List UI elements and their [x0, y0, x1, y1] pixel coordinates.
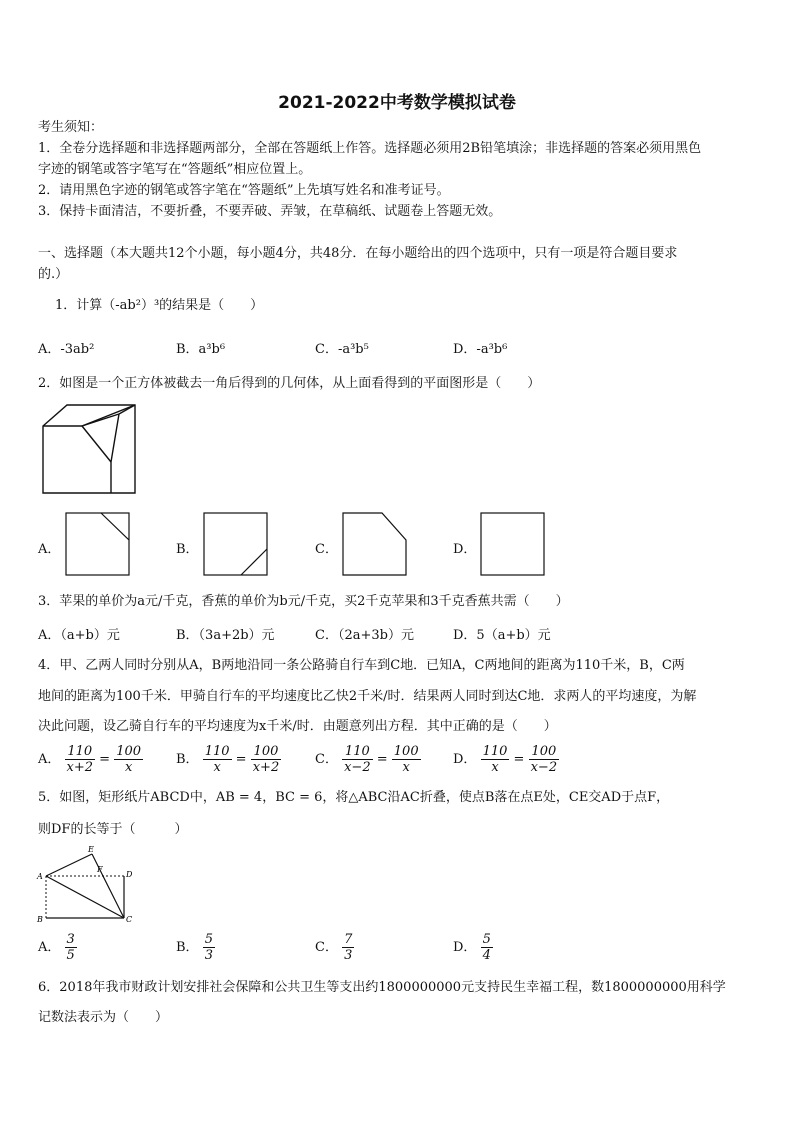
- option-label: D．: [453, 940, 477, 955]
- option-label: A．: [38, 752, 61, 767]
- fraction-right: [392, 744, 421, 775]
- fraction: [203, 932, 215, 963]
- denominator: 4: [482, 948, 491, 963]
- fraction-right: [251, 744, 282, 775]
- q3-stem: 3．苹果的单价为a元/千克，香蕉的单价为b元/千克，买2千克苹果和3千克香蕉共需（ ）: [38, 594, 569, 609]
- numerator: 100: [529, 744, 560, 760]
- notice-item: 字迹的钢笔或答字笔写在“答题纸”相应位置上。: [38, 162, 312, 177]
- numerator: 110: [482, 744, 508, 759]
- numerator: 7: [344, 932, 353, 947]
- denominator: 5: [66, 948, 75, 963]
- option-label: D．: [453, 752, 477, 767]
- q3-option-a[interactable]: A．（a+b）元: [38, 628, 120, 643]
- q2-option-a-label[interactable]: A．: [38, 542, 61, 557]
- q1-option-c[interactable]: C．-a³b⁵: [315, 342, 369, 357]
- q4-stem-line: 4．甲、乙两人同时分别从A，B两地沿同一条公路骑自行车到C地．已知A，C两地间的距离为110千米，B，C两: [38, 658, 685, 673]
- q4-option-a[interactable]: [38, 744, 143, 775]
- equals-sign: =: [376, 752, 388, 767]
- option-label: A．: [38, 940, 61, 955]
- q5-option-d[interactable]: [453, 932, 493, 963]
- fraction-left: [65, 744, 96, 775]
- denominator: x−2: [344, 760, 371, 775]
- numerator: 100: [251, 744, 282, 760]
- denominator: x: [402, 760, 410, 775]
- denominator: x−2: [530, 760, 558, 775]
- equals-sign: =: [235, 752, 247, 767]
- option-label: B．: [176, 752, 199, 767]
- numerator: 100: [116, 744, 142, 759]
- denominator: x+2: [252, 760, 280, 775]
- q2-option-b-label[interactable]: B．: [176, 542, 199, 557]
- numerator: 110: [204, 744, 230, 759]
- q2-option-b-figure[interactable]: [203, 512, 269, 576]
- denominator: x: [124, 760, 133, 775]
- q6-stem-line: 记数法表示为（ ）: [38, 1010, 169, 1025]
- denominator: x: [213, 760, 221, 775]
- q2-cube-figure: [40, 402, 140, 498]
- q3-option-b[interactable]: B．（3a+2b）元: [176, 628, 275, 643]
- q2-stem: 2．如图是一个正方体被截去一角后得到的几何体，从上面看得到的平面图形是（ ）: [38, 376, 541, 391]
- q2-option-c-label[interactable]: C．: [315, 542, 338, 557]
- numerator: 110: [342, 744, 373, 760]
- q5-stem-line: 5．如图，矩形纸片ABCD中，AB = 4，BC = 6，将△ABC沿AC折叠，使点B落在点E处，CE交AD于点F，: [38, 790, 670, 805]
- q4-option-d[interactable]: [453, 744, 559, 775]
- fraction: [342, 932, 354, 963]
- point-label-d: D: [126, 870, 133, 879]
- q2-option-d-figure[interactable]: [480, 512, 546, 576]
- q1-option-a[interactable]: A．-3ab²: [38, 342, 95, 357]
- point-label-f: F: [97, 865, 103, 874]
- q1-option-d[interactable]: D．-a³b⁶: [453, 342, 508, 357]
- q5-option-a[interactable]: [38, 932, 77, 963]
- q4-stem-line: 地间的距离为100千米．甲骑自行车的平均速度比乙快2千米/时．结果两人同时到达C地．求两人的平均速度，为解: [38, 689, 697, 704]
- q3-option-d[interactable]: D．5（a+b）元: [453, 628, 551, 643]
- numerator: 100: [393, 744, 419, 759]
- q3-option-c[interactable]: C．（2a+3b）元: [315, 628, 414, 643]
- denominator: 3: [344, 948, 353, 963]
- notice-item: 1．全卷分选择题和非选择题两部分，全部在答题纸上作答。选择题必须用2B铅笔填涂；非选择题的答案必须用黑色: [38, 141, 702, 156]
- q5-rectangle-figure: [36, 842, 146, 928]
- option-label: B．: [176, 940, 199, 955]
- numerator: 5: [482, 932, 491, 947]
- equals-sign: =: [513, 752, 525, 767]
- q1-stem: 1．计算（-ab²）³的结果是（ ）: [55, 298, 264, 313]
- notice-item: 2．请用黑色字迹的钢笔或答字笔在“答题纸”上先填写姓名和准考证号。: [38, 183, 450, 198]
- q4-option-c[interactable]: [315, 744, 421, 775]
- numerator: 3: [66, 932, 75, 947]
- denominator: 3: [204, 948, 213, 963]
- q4-stem-line: 决此问题，设乙骑自行车的平均速度为x千米/时．由题意列出方程．其中正确的是（ ）: [38, 719, 557, 734]
- notice-heading: 考生须知：: [38, 120, 104, 135]
- point-label-b: B: [37, 915, 43, 924]
- q5-option-c[interactable]: [315, 932, 354, 963]
- notice-item: 3．保持卡面清洁，不要折叠，不要弄破、弄皱，在草稿纸、试题卷上答题无效。: [38, 204, 502, 219]
- q2-option-a-figure[interactable]: [65, 512, 131, 576]
- option-label: C．: [315, 940, 338, 955]
- q2-option-c-figure[interactable]: [342, 512, 408, 576]
- fraction: [481, 932, 493, 963]
- fraction-right: [114, 744, 143, 775]
- page-title: 2021-2022中考数学模拟试卷: [278, 93, 516, 113]
- fraction-left: [342, 744, 373, 775]
- q4-option-b[interactable]: [176, 744, 281, 775]
- option-label: C．: [315, 752, 338, 767]
- numerator: 110: [65, 744, 96, 760]
- q1-option-b[interactable]: B．a³b⁶: [176, 342, 226, 357]
- fraction-right: [529, 744, 560, 775]
- q5-option-b[interactable]: [176, 932, 215, 963]
- section-heading-cont: 的.）: [38, 267, 69, 282]
- point-label-e: E: [88, 845, 94, 854]
- equals-sign: =: [99, 752, 111, 767]
- point-label-a: A: [37, 872, 43, 881]
- fraction: [65, 932, 77, 963]
- fraction-left: [203, 744, 232, 775]
- section-heading: 一、选择题（本大题共12个小题，每小题4分，共48分．在每小题给出的四个选项中，只有一项是符合题目要求: [38, 246, 678, 261]
- q6-stem-line: 6．2018年我市财政计划安排社会保障和公共卫生等支出约1800000000元支持民生幸福工程，数1800000000用科学: [38, 980, 726, 995]
- q5-stem-line: 则DF的长等于（ ）: [38, 822, 188, 837]
- numerator: 5: [204, 932, 213, 947]
- point-label-c: C: [126, 915, 133, 924]
- denominator: x: [491, 760, 499, 775]
- denominator: x+2: [66, 760, 94, 775]
- fraction-left: [481, 744, 510, 775]
- q2-option-d-label[interactable]: D．: [453, 542, 477, 557]
